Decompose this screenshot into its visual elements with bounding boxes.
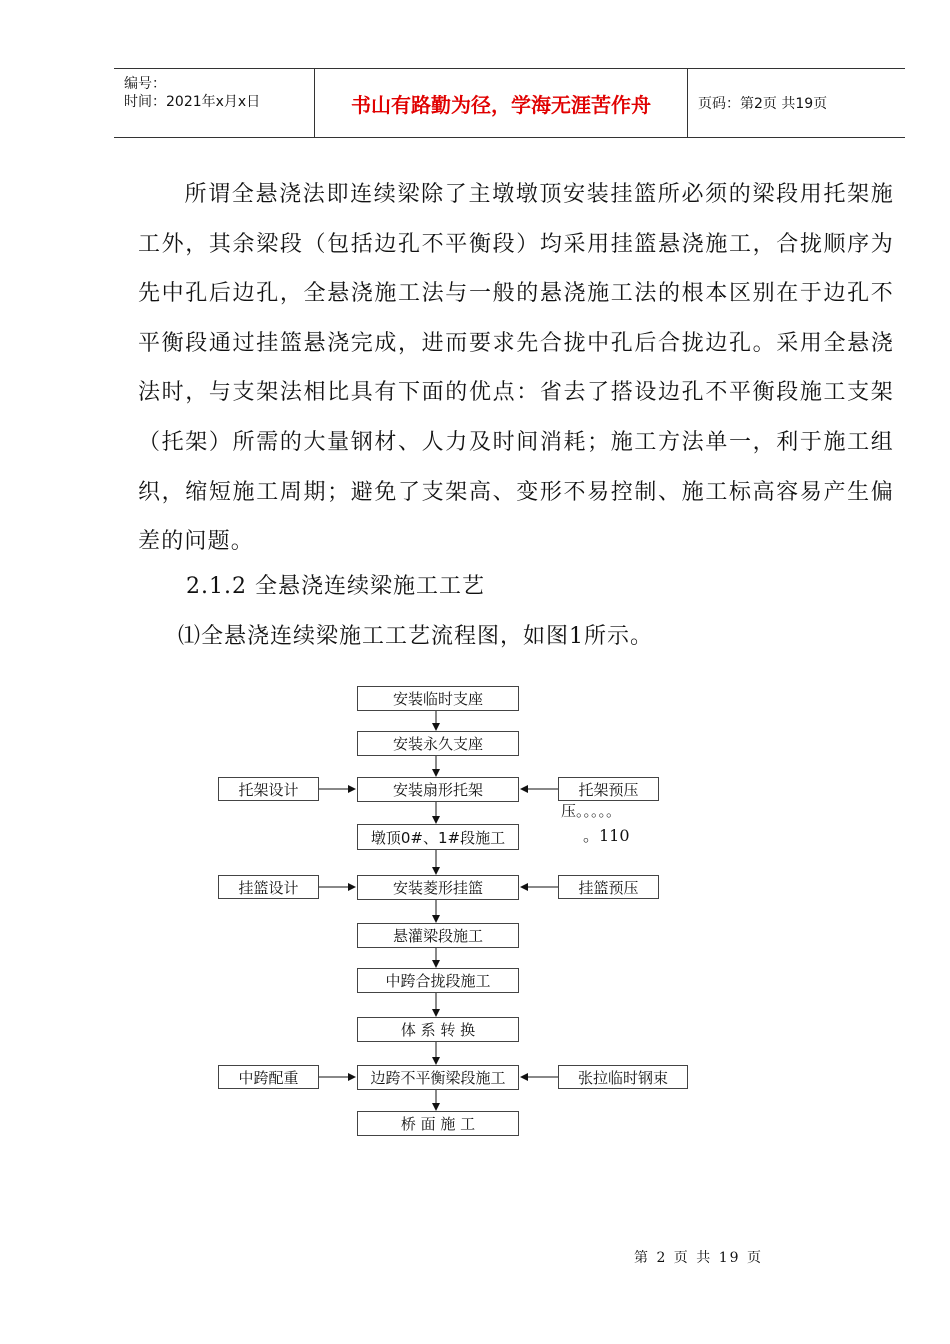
flow-note-1: 压。。。。。 [561,802,622,820]
flow-input-right-2: 挂篮预压 [558,875,659,899]
flow-step-7: 中跨合拢段施工 [357,968,519,993]
page-footer: 第 2 页 共 19 页 [634,1250,763,1266]
body-paragraph-text: 所谓全悬浇法即连续梁除了主墩墩顶安装挂篮所必须的梁段用托架施工外，其余梁段（包括边孔不平衡段）均采用挂篮悬浇施工，合拢顺序为先中孔后边孔，全悬浇施工法与一般的悬浇施工法的根本区别在于边孔不平衡段通过挂篮悬浇完成，进而要求先合拢中孔后合拢边孔。采用全悬浇法时，与支架法相比具有下面的优点：省去了搭设边孔不平衡段施工支架（托架）所需的大量钢材、人力及时间消耗；施工方法单一，利于施工组织，缩短施工周期；避免了支架高、变形不易控制、施工标高容易产生偏差的问题。 [138,182,894,555]
flow-step-5: 安装菱形挂篮 [357,875,519,900]
flow-input-left-3: 中跨配重 [218,1065,319,1089]
flow-step-6: 悬灌梁段施工 [357,923,519,948]
flow-note-2: 。110 [583,826,630,845]
flow-step-1: 安装临时支座 [357,686,519,711]
flow-input-right-3: 张拉临时钢束 [558,1065,688,1089]
doc-time-label: 时间：2021年x月x日 [124,94,261,110]
flow-input-right-1: 托架预压 [558,777,659,801]
header-page-info: 页码：第2页 共19页 [698,96,828,112]
list-item-1: ⑴全悬浇连续梁施工工艺流程图，如图1所示。 [178,624,653,649]
doc-number-label: 编号： [124,76,166,92]
flow-step-9: 边跨不平衡梁段施工 [357,1065,519,1090]
flow-step-4: 墩顶0#、1#段施工 [357,824,519,850]
flow-input-left-1: 托架设计 [218,777,319,801]
flow-input-left-2: 挂篮设计 [218,875,319,899]
flow-step-8: 体 系 转 换 [357,1017,519,1042]
header-motto: 书山有路勤为径，学海无涯苦作舟 [315,69,688,137]
section-heading: 2.1.2 全悬浇连续梁施工工艺 [186,574,485,599]
flow-step-3: 安装扇形托架 [357,777,519,802]
flow-step-2: 安装永久支座 [357,731,519,756]
flow-step-10: 桥 面 施 工 [357,1111,519,1136]
